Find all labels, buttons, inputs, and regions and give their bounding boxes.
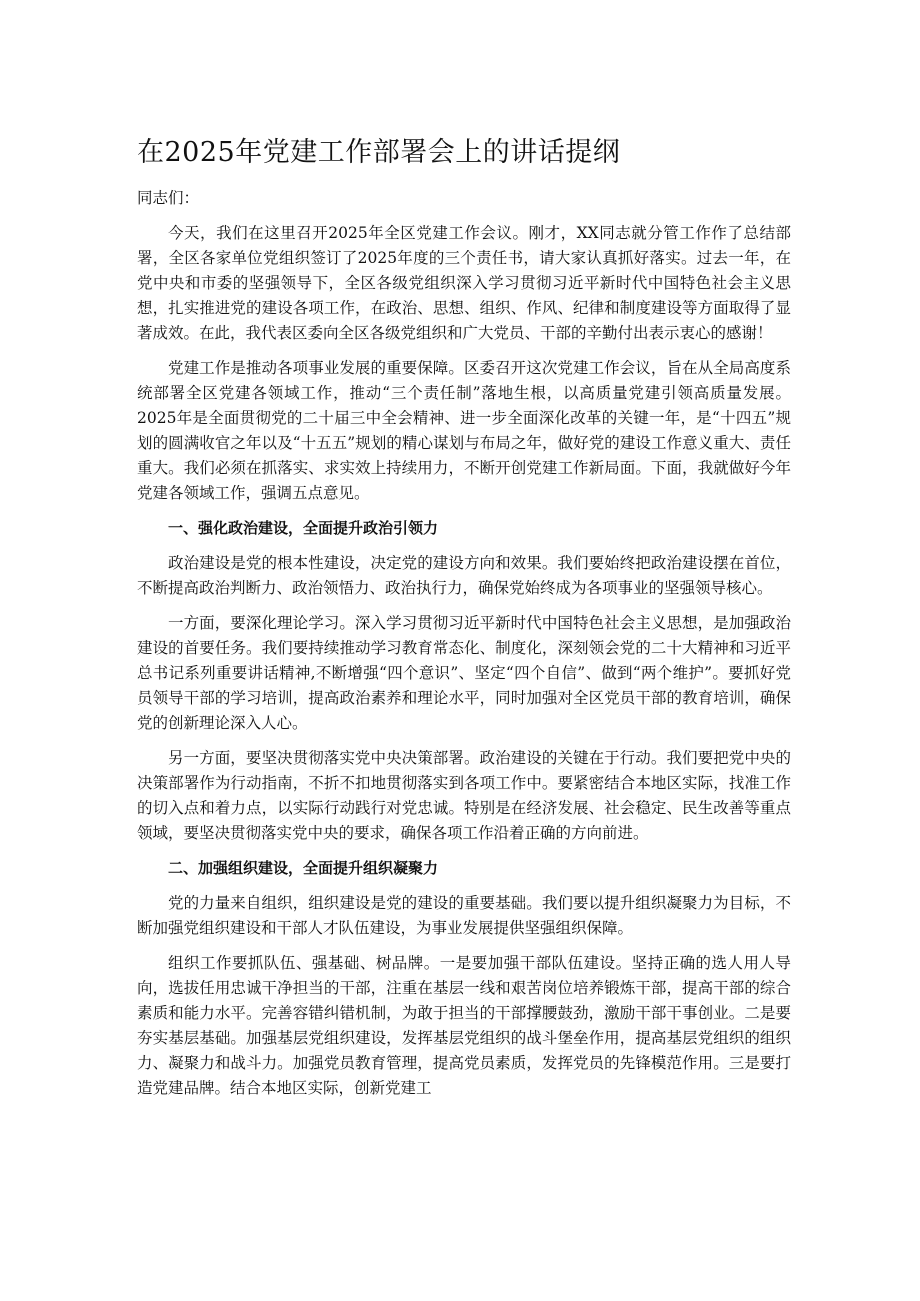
section-paragraph: 党的力量来自组织，组织建设是党的建设的重要基础。我们要以提升组织凝聚力为目标，不断加强党组织建设和干部人才队伍建设，为事业发展提供坚强组织保障。 [137,894,791,937]
intro-paragraph: 党建工作是推动各项事业发展的重要保障。区委召开这次党建工作会议，旨在从全局高度系统部署全区党建各领域工作，推动“三个责任制”落地生根，以高质量党建引领高质量发展。2025年是全面贯彻党的二十届三中全会精神、进一步全面深化改革的关键一年，是“十四五”规划的圆满收官之年以及“十五五”规划的精心谋划与布局之年，做好党的建设工作意义重大、责任重大。我们必须在抓落实、求实效上持续用力，不断开创党建工作新局面。下面，我就做好今年党建各领域工作，强调五点意见。 [137,359,791,502]
section-heading: 二、加强组织建设，全面提升组织凝聚力 [168,859,439,877]
section-paragraph: 政治建设是党的根本性建设，决定党的建设方向和效果。我们要始终把政治建设摆在首位，不断提高政治判断力、政治领悟力、政治执行力，确保党始终成为各项事业的坚强领导核心。 [137,554,791,597]
intro-paragraph: 今天，我们在这里召开2025年全区党建工作会议。刚才，XX同志就分管工作作了总结部署，全区各家单位党组织签订了2025年度的三个责任书，请大家认真抓好落实。过去一年，在党中央和市委的坚强领导下，全区各级党组织深入学习贯彻习近平新时代中国特色社会主义思想，扎实推进党的建设各项工作，在政治、思想、组织、作风、纪律和制度建设等方面取得了显著成效。在此，我代表区委向全区各级党组织和广大党员、干部的辛勤付出表示衷心的感谢！ [137,224,791,342]
section-heading: 一、强化政治建设，全面提升政治引领力 [168,519,439,537]
document-title: 在2025年党建工作部署会上的讲话提纲 [137,137,621,168]
section-paragraph: 组织工作要抓队伍、强基础、树品牌。一是要加强干部队伍建设。坚持正确的选人用人导向，选拔任用忠诚干净担当的干部，注重在基层一线和艰苦岗位培养锻炼干部，提高干部的综合素质和能力水平。完善容错纠错机制，为敢于担当的干部撑腰鼓劲，激励干部干事创业。二是要夯实基层基础。加强基层党组织建设，发挥基层党组织的战斗堡垒作用，提高基层党组织的组织力、凝聚力和战斗力。加强党员教育管理，提高党员素质，发挥党员的先锋模范作用。三是要打造党建品牌。结合本地区实际，创新党建工 [137,954,791,1097]
section-paragraph: 一方面，要深化理论学习。深入学习贯彻习近平新时代中国特色社会主义思想，是加强政治建设的首要任务。我们要持续推动学习教育常态化、制度化，深刻领会党的二十大精神和习近平总书记系列重要讲话精神,不断增强“四个意识”、坚定“四个自信”、做到“两个维护”。要抓好党员领导干部的学习培训，提高政治素养和理论水平，同时加强对全区党员干部的教育培训，确保党的创新理论深入人心。 [137,614,791,732]
document-body [137,186,791,1111]
section-paragraph: 另一方面，要坚决贯彻落实党中央决策部署。政治建设的关键在于行动。我们要把党中央的决策部署作为行动指南，不折不扣地贯彻落实到各项工作中。要紧密结合本地区实际，找准工作的切入点和着力点，以实际行动践行对党忠诚。特别是在经济发展、社会稳定、民生改善等重点领域，要坚决贯彻落实党中央的要求，确保各项工作沿着正确的方向前进。 [137,749,791,842]
salutation: 同志们： [137,189,200,207]
